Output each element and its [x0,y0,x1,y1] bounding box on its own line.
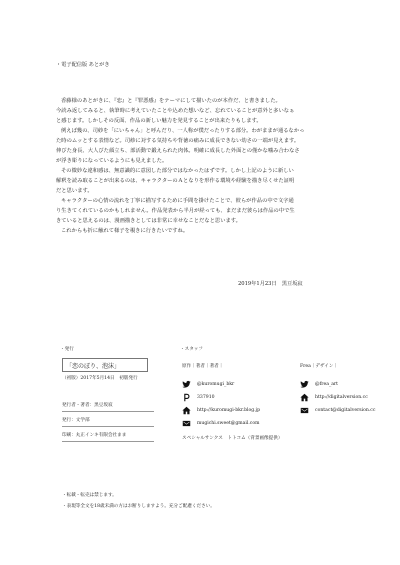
publication-label: ・発行 [60,347,74,352]
body-line: 香藤様のあとがきに、『恋』と『罪悪感』をテーマにして描いたのが本作だ、と書きました。 [61,98,281,104]
body-line: きていると思えるのは、漫画描きとしては非常に幸せなことだなと思います。 [56,218,241,224]
pixiv-icon [182,393,191,402]
body-line: た時のムッとする表情など。司紗に対する気持ちや背徳の痛みに成長できない幼さの一端が見えます。 [56,138,300,144]
mail-icon [300,406,309,415]
signature-date: 2019年1月23日 黒豆坂寂 [238,281,303,287]
book-title: 「恋のぼり、泡沫」 [66,362,121,370]
body-line: これからも折に触れて様子を覗きに行きたいですね。 [61,228,189,234]
afterword-heading: ・電子配信版 あとがき [56,62,110,68]
author-mail-row [182,419,259,428]
design-twitter-row [300,380,338,389]
notes [62,493,215,514]
design-site-row [300,393,368,402]
twitter-icon [182,380,191,389]
author-blog-link[interactable]: http://kuromugi-bkr.blog.jp [197,407,261,413]
design-twitter-link[interactable]: @frea_art [315,381,339,387]
author-mail-link[interactable]: mugichi.sweet@gmail.com [197,420,260,426]
author-twitter-row [182,380,234,389]
design-mail-link[interactable]: contact@digitalversion.cc [315,407,376,413]
publisher-row [62,418,154,427]
body-line: が浮き彫りになっているようにも見えました。 [56,158,168,164]
body-line: キャラクターの心情の流れを丁寧に描写するために手間を掛けたことで、彼らが作品の中で文字通 [61,198,294,204]
special-thanks: スペシャルサンクス トトコム（背景画像提供） [182,436,283,441]
design-column-label: Frea｜デザイン｜ [300,364,339,369]
author-twitter-link[interactable]: @kuromugi_bkr [197,381,235,387]
body-line: 例えば幾の、司紗を「にいちゃん」と呼んだり、一人称が僕だったりする部分。わがままが通るなかっ [61,128,305,134]
publication-date: （初版）2017年5月14日 初版発行 [62,376,138,381]
author-column-label: 原作｜著者｜著者｜ [182,364,224,369]
body-line: 解釈を読み取ることが出来るのは、キャラクターのＡとなりを形作る環境や経験を描き尽くせた証明 [56,178,295,184]
author-pixiv-row [182,393,215,402]
home-icon [182,406,191,415]
design-site-link[interactable]: http://digitalversion.cc [315,394,368,400]
note-line: ・転載・転売は禁じます。 [62,493,117,498]
body-line: り生きてくれているのかもしれません。作品発表から半月が経っても、まだまだ彼らは作品の中で生 [56,208,295,214]
home-icon [300,393,309,402]
printer-row [62,433,154,442]
author-pixiv-link[interactable]: 337910 [197,394,215,400]
staff-label: ・スタッフ [180,347,203,352]
issuer-row [62,403,154,412]
body-line: その微妙な違和感は、無意識的に意図した部分ではなかったはずです。しかし上記のように新しい [61,168,294,174]
printer-text: 印刷：丸正インキ有限会社まま [62,433,127,438]
mail-icon [182,419,191,428]
twitter-icon [300,380,309,389]
body-line: と感じます。しかしその反面、作品の新しい魅力を発見することが出来たりもします。 [56,118,262,124]
book-title-box [62,358,148,372]
body-line: 今読み返してみると、執筆時に考えていたことや込めた想いなど、忘れていることが意外と多いなぁ [56,108,295,114]
note-line: ・表現等全文を18歳未満の方はお断りしますよう。充分ご配慮ください。 [62,503,215,509]
author-blog-row [182,406,260,415]
design-mail-row [300,406,375,415]
afterword-body [56,96,346,236]
issuer-text: 発行者・著者：黒豆坂寂 [62,403,113,408]
body-line: だと思います。 [56,188,93,194]
publisher-text: 発行：文学部 [62,418,90,423]
body-line: 伸びた身長、大人びた顔立ち、部活動で鍛えられた肉体。明確に成長した外面との僅かな噛み合わなさ [56,148,300,154]
